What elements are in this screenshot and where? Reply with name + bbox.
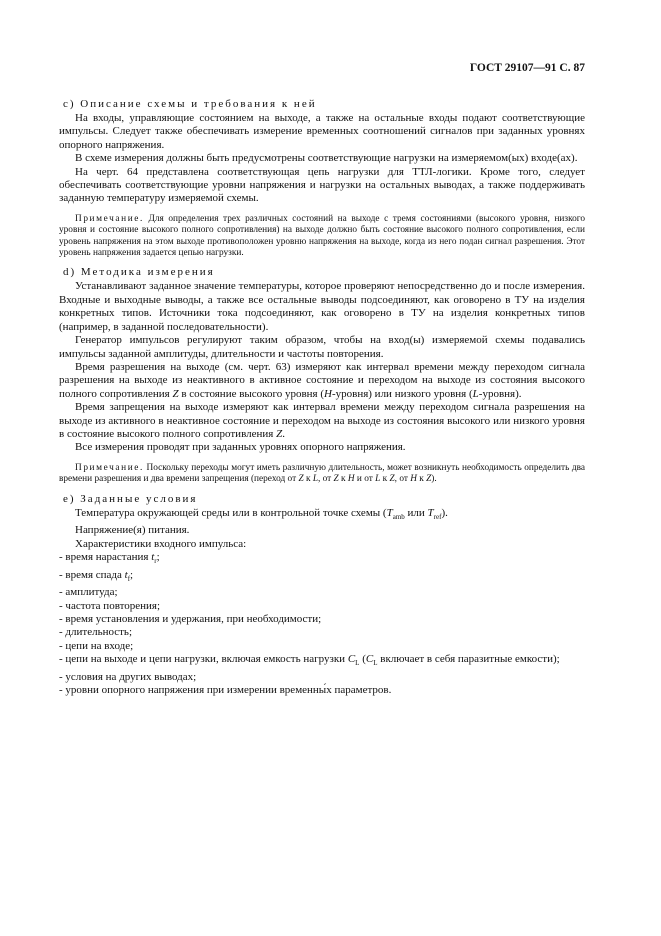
list-item: Характеристики входного импульса: bbox=[75, 537, 247, 550]
list-item: - время спада $t_f$; bbox=[59, 568, 134, 583]
list-item: - амплитуда; bbox=[59, 586, 118, 599]
section-c-paragraph-2: В схеме измерения должны быть предусмотрены соответствующие нагрузки на измеряемом(ых) входе(ах). bbox=[75, 152, 578, 165]
list-item: - время установления и удержания, при необходимости; bbox=[59, 612, 322, 625]
section-e-title: е) Заданные условия bbox=[63, 492, 198, 505]
note-label: Примечание. bbox=[75, 462, 144, 473]
section-d-paragraph-2: Генератор импульсов регулируют таким образом, чтобы на вход(ы) измеряемой схемы подавались импульсы заданной амплитуды, длительности и частоты повторения. bbox=[59, 334, 585, 360]
page-content bbox=[59, 98, 585, 698]
section-d-title: d) Методика измерения bbox=[63, 266, 215, 279]
section-d-paragraph-1: Устанавливают заданное значение температуры, которое проверяют непосредственно до и после измерения. Входные и выходные выводы, а также все остальные выводы подсоединяют, как оговорено в ТУ на изделия конкретных типов. Источники тока подсоединяют, как оговорено в ТУ на изделия конкретных типов (например, в заданной последовательности). bbox=[59, 280, 585, 333]
note-text: Для определения трех различных состояний на выходе с тремя состояниями (высокого уровня, низкого уровня и состояние высокого полного сопротивления) на выходе должно быть состояние высокого полного сопротивления, если уровень напряжения на этом выходе противоположен уровню напряжения на выходе, когда из него подан сигнал разрешения. Этот уровень напряжения задается цепью нагрузки. bbox=[59, 213, 586, 259]
list-item: Напряжение(я) питания. bbox=[75, 524, 190, 537]
list-item: - условия на других выводах; bbox=[59, 670, 197, 683]
page-header: ГОСТ 29107—91 С. 87 bbox=[469, 62, 585, 74]
section-c-paragraph-1: На входы, управляющие состоянием на выходе, а также на остальные входы подают соответствующие импульсы. Следует также обеспечивать измерение временных соотношений сигналов при заданных уровнях опорного напряжения. bbox=[59, 112, 585, 151]
section-d-paragraph-4: Время запрещения на выходе измеряют как интервал времени между переходом сигнала разрешения на выходе из активного в неактивное состояние и переходом на выходе из состояния высокого или низкого уровня в состояние высокого полного сопротивления Z. bbox=[59, 401, 585, 440]
section-d-paragraph-3: Время разрешения на выходе (см. черт. 63) измеряют как интервал времени между переходом сигнала разрешения на выходе из неактивного в активное состояние и переходом на выходе из состояния высокого полного сопротивления Z в состояние высокого уровня (H-уровня) или низкого уровня (L-уровня). bbox=[59, 360, 585, 400]
list-item: - цепи на входе; bbox=[59, 639, 134, 652]
list-item: - частота повторения; bbox=[59, 599, 161, 612]
section-c-title: с) Описание схемы и требования к ней bbox=[63, 98, 317, 110]
list-item: - уровни опорного напряжения при измерении временны́х параметров. bbox=[59, 684, 392, 697]
section-e-list bbox=[59, 507, 585, 698]
list-item: - цепи на выходе и цепи нагрузки, включая емкость нагрузки $C_L$ ($C_L$ включает в себя паразитные емкости); bbox=[59, 653, 560, 668]
list-item: - длительность; bbox=[59, 626, 133, 639]
section-c-paragraph-3: На черт. 64 представлена соответствующая цепь нагрузки для ТТЛ-логики. Кроме того, следует обеспечивать соответствующие уровни напряжения и нагрузки на остальных выводах, а также поддерживать заданную температуру измеряемой схемы. bbox=[59, 165, 585, 205]
section-d-note: Примечание. Поскольку переходы могут иметь различную длительность, может возникнуть необходимость определить два времени разрешения и два времени запрещения (переход от Z к L, от Z к H и от L к Z, от H к Z). bbox=[59, 462, 585, 485]
note-label: Примечание. bbox=[75, 213, 144, 224]
section-d-paragraph-5: Все измерения проводят при заданных уровнях опорного напряжения. bbox=[75, 441, 406, 454]
list-item: - время нарастания $t_r$; bbox=[59, 550, 160, 566]
section-c-note bbox=[59, 214, 585, 260]
list-item: Температура окружающей среды или в контрольной точке схемы ($T_{amb}$ или $T_{ref}$). bbox=[75, 506, 448, 521]
